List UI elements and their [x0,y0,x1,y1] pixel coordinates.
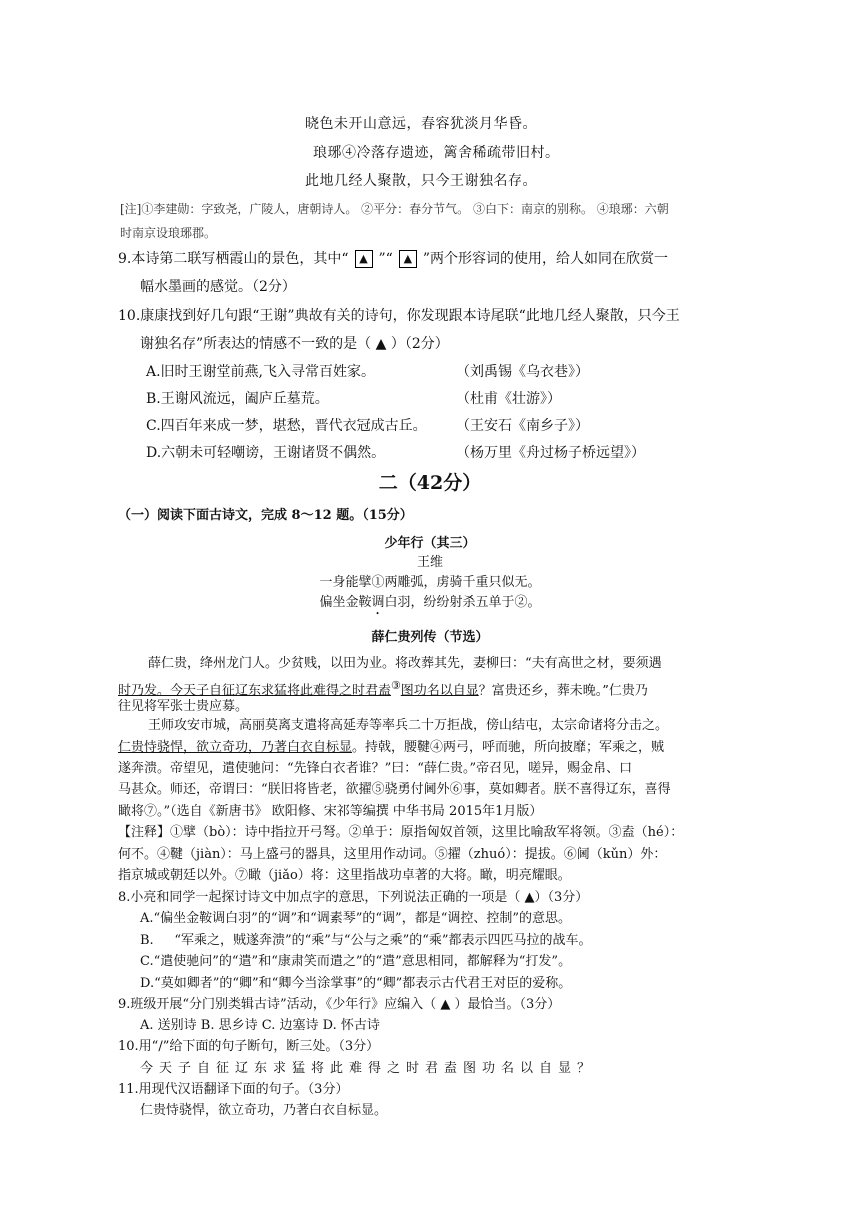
poem-title: 少年行（其三） [384,536,476,551]
dotted-char: 调 [371,595,385,610]
prose-line: 马甚众。师还，帝谓曰：“朕旧将皆老，欲擢⑤骁勇付阃外⑥事，莫如卿者。朕不喜得辽东，喜得 [118,782,671,797]
annotation-line: 何不。④鞬（jiàn）：马上盛弓的器具，这里用作动词。⑤擢（zhuó）：提拔。⑥阃（kǔn）外： [118,847,667,862]
underlined-sentence: 时乃发。今天子自征辽东求猛将此难得之时君盍 [118,683,392,699]
section-title: 二（42分） [378,472,482,494]
poem-line: 此地几经人聚散，只今王谢独名存。 [305,173,537,189]
poem-text: 偏坐金鞍 [319,595,372,610]
prose-text: ？富贵还乡，葬未晚。”仁贵乃 [478,683,648,699]
prose-line: 遂奔溃。帝望见，遣使驰问：“先锋白衣者谁？”曰：“薛仁贵。”帝召见，嗟异，赐金帛、口 [118,761,633,776]
q8-option-b: B. “军乘之，贼遂奔溃”的“乘”与“公与之乘”的“乘”都表示四匹马拉的战车。 [140,933,592,948]
prose-line [118,738,664,758]
prose-line: 往见将军张士贵应募。 [118,699,249,714]
annotation-line: 【注释】①擘（bò）：诗中指拉开弓弩。②单于：原指匈奴首领，这里比喻敌军将领。③盍（hé）： [118,825,684,840]
poem-line: 一身能擘①两雕弧，虏骑千重只似无。 [319,575,541,590]
q9-line2: 幅水墨画的感觉。（2分） [140,279,296,295]
answer-box[interactable]: ▲ [399,250,417,268]
question-10: 10.用“/”给下面的句子断句，断三处。（3分） [118,1039,380,1054]
question-11: 11.用现代汉语翻译下面的句子。（3分） [118,1082,349,1097]
poem-line: 晓色未开山意远，春容犹淡月华昏。 [305,116,537,132]
q9-options: A. 送别诗 B. 思乡诗 C. 边塞诗 D. 怀古诗 [140,1018,380,1033]
q10-option-source: （王安石《南乡子》） [456,418,589,434]
q9-text: 9.本诗第二联写栖霞山的景色，其中“ [118,251,349,267]
q10-option-source: （杨万里《舟过杨子桥远望》） [456,445,645,461]
question-8: 8.小亮和同学一起探讨诗文中加点字的意思，下列说法正确的一项是（ ▲）（3分） [118,890,589,905]
poem-note: [注]①李建勋：字致尧，广陵人，唐朝诗人。 ②平分：春分节气。 ③白下：南京的别称。 ④琅琊：六朝 [120,202,669,216]
q10-option-source: （刘禹锡《乌衣巷》） [456,364,589,380]
q9-text: ”两个形容词的使用，给人如同在欣赏一 [422,251,668,267]
question-10-first: 10.康康找到好几句跟“王谢”典故有关的诗句，你发现跟本诗尾联“此地几经人聚散，只今王 [118,308,680,324]
q8-option-a: A.“偏坐金鞍调白羽”的“调”和“调素琴”的“调”，都是“调控、控制”的意思。 [140,911,571,926]
question-9-first [118,249,668,269]
prose-title: 薛仁贵列传（节选） [371,630,489,645]
poem-line: 琅琊④冷落存遗迹，篱舍稀疏带旧村。 [313,145,560,161]
answer-box[interactable]: ▲ [355,250,373,268]
poem-text: 白羽，纷纷射杀五单于②。 [384,595,541,610]
prose-line: 王师攻安市城，高丽莫离支遣将高延寿等率兵二十万拒战，傍山结屯，太宗命诸将分击之。 [148,718,669,733]
q8-option-d: D.“莫如卿者”的“卿”和“卿今当涂掌事”的“卿”都表示古代君王对臣的爱称。 [140,976,572,991]
q10-line2: 谢独名存”所表达的情感不一致的是（ ▲ ）（2分） [140,336,449,352]
footnote-mark: ③ [391,679,401,692]
prose-text: 。持戟，腰鞬④两弓，呼而驰，所向披靡；军乘之，贼 [352,740,665,755]
underlined-sentence: 图功名以自显 [400,683,479,699]
q10-option: A.旧时王谢堂前燕,飞入寻常百姓家。 [146,364,376,380]
prose-line: 薛仁贵，绛州龙门人。少贫贱，以田为业。将改葬其先，妻柳曰：“夫有高世之材，要须遇 [148,656,662,671]
section-subtitle: （一）阅读下面古诗文，完成 8～12 题。（15分） [118,508,413,523]
annotation-line: 指京城或朝廷以外。⑦瞰（jiǎo）将：这里指战功卓著的大将。瞰，明亮耀眼。 [118,868,571,883]
poem-author: 王维 [416,555,443,570]
q9-text: ”“ [378,251,393,267]
poem-note: 时南京设琅琊郡。 [120,226,217,240]
q10-option: D.六朝未可轻嘲谤，王谢诸贤不偶然。 [146,445,386,461]
q8-option-c: C.“遣使驰问”的“遣”和“康肃笑而遣之”的“遣”意思相同，都解释为“打发”。 [140,954,572,969]
prose-line: 瞰将⑦。”（选自《新唐书》 欧阳修、宋祁等编撰 中华书局 2015年1月版） [118,804,543,819]
q10-option: C.四百年来成一梦，堪愁，晋代衣冠成古丘。 [146,418,427,434]
q10-option-source: （杜甫《壮游》） [456,391,561,407]
q10-sentence: 今天子自征辽东求猛将此难得之时君盍图功名以自显？ [140,1061,597,1076]
underlined-sentence: 仁贵恃骁悍，欲立奇功，乃著白衣自标显 [118,740,353,755]
q10-option: B.王谢风流远，阖庐丘墓荒。 [146,391,329,407]
q11-sentence: 仁贵恃骁悍，欲立奇功，乃著白衣自标显。 [140,1103,388,1118]
question-9: 9.班级开展“分门别类辑古诗”活动，《少年行》应编入（ ▲ ）最恰当。（3分） [118,997,561,1012]
poem-line [0,593,860,618]
